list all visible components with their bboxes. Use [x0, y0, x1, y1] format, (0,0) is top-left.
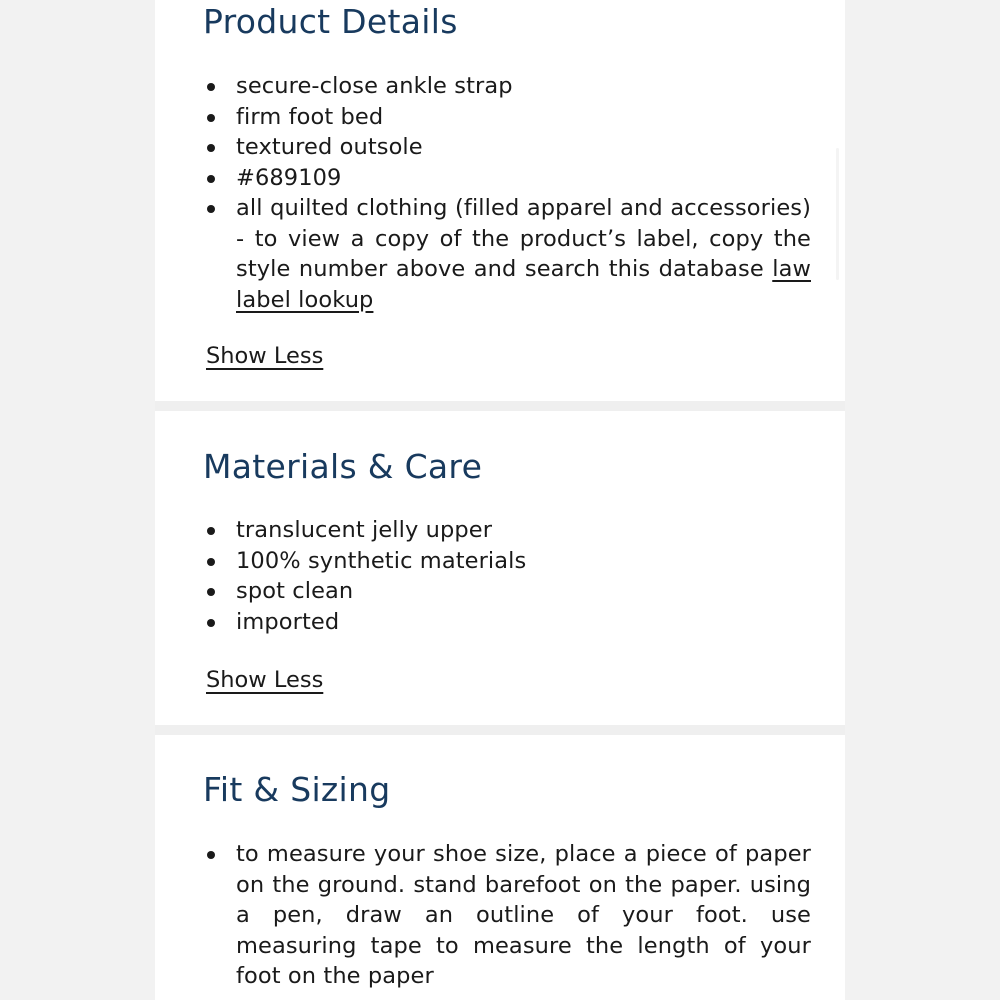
- list-item-text: secure-close ankle strap: [236, 73, 513, 99]
- bullet-icon: [207, 619, 215, 627]
- list-item: [203, 607, 811, 638]
- list-item: [203, 515, 811, 546]
- bullet-icon: [207, 588, 215, 596]
- bullet-icon: [207, 83, 215, 91]
- materials-care-heading: Materials & Care: [203, 447, 483, 486]
- list-item-text: spot clean: [236, 578, 354, 604]
- bullet-icon: [207, 851, 215, 859]
- list-item: [203, 546, 811, 577]
- bullet-icon: [207, 558, 215, 566]
- fit-sizing-heading: Fit & Sizing: [203, 770, 391, 809]
- materials-care-show-less-button[interactable]: Show Less: [206, 667, 324, 693]
- product-details-list: [203, 71, 811, 315]
- fit-sizing-list: [203, 839, 811, 992]
- list-item: [203, 576, 811, 607]
- bullet-icon: [207, 144, 215, 152]
- list-item: [203, 132, 811, 163]
- materials-care-list: [203, 515, 811, 637]
- list-item-text: all quilted clothing (filled apparel and accessories) - to view a copy of the product’s label, copy the style number above and search this database: [236, 195, 811, 282]
- bullet-icon: [207, 175, 215, 183]
- bullet-icon: [207, 205, 215, 213]
- list-item: [203, 839, 811, 992]
- bullet-icon: [207, 114, 215, 122]
- product-details-heading: Product Details: [203, 2, 458, 41]
- scrollbar[interactable]: [836, 148, 839, 280]
- list-item: [203, 193, 811, 315]
- fit-sizing-section: [155, 735, 845, 1000]
- list-item-text: firm foot bed: [236, 103, 384, 130]
- list-item: [203, 163, 811, 194]
- law-label-lookup-link[interactable]: law label lookup: [236, 256, 811, 313]
- list-item-text: imported: [236, 608, 340, 635]
- list-item-text: textured outsole: [236, 134, 423, 160]
- list-item-text: translucent jelly upper: [236, 517, 493, 543]
- list-item-text: to measure your shoe size, place a piece of paper on the ground. stand barefoot on the paper. using a pen, draw an outline of your foot. use measuring tape to measure the length of your foot on the paper: [236, 841, 811, 989]
- list-item: [203, 71, 811, 102]
- list-item-text: 100% synthetic materials: [236, 547, 527, 574]
- materials-care-section: [155, 411, 845, 725]
- product-details-section: [155, 0, 845, 401]
- product-details-show-less-button[interactable]: Show Less: [206, 343, 324, 369]
- list-item: [203, 102, 811, 133]
- list-item-text: #689109: [236, 164, 342, 191]
- bullet-icon: [207, 527, 215, 535]
